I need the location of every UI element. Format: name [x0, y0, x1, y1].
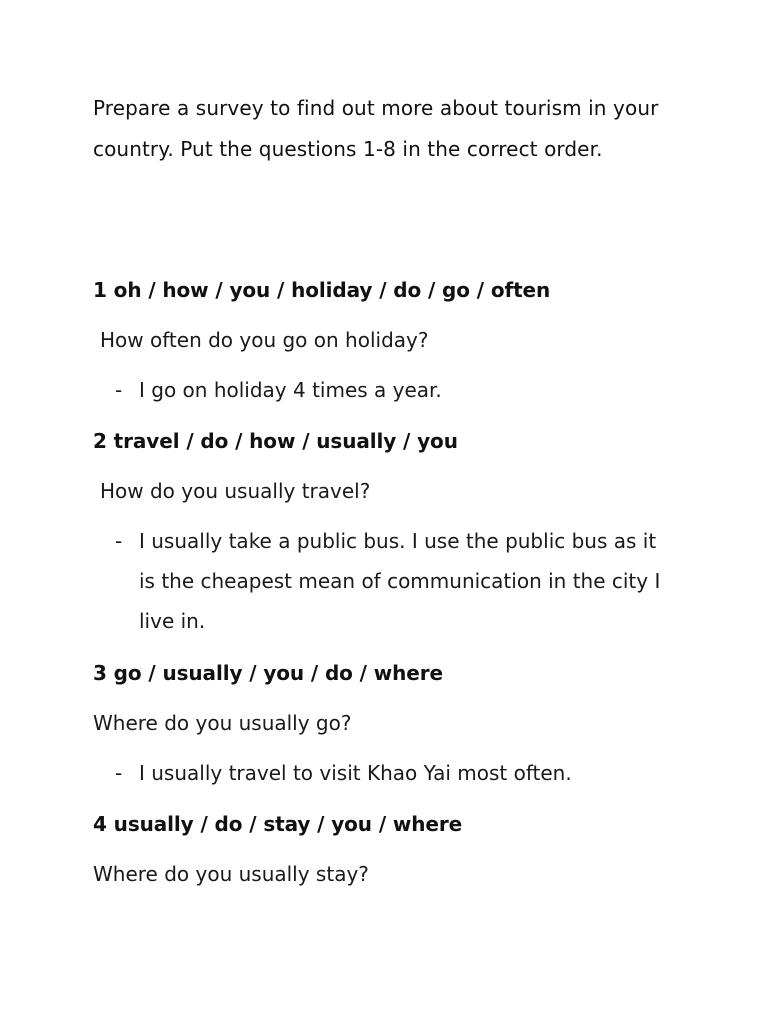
- question-4-answer: Where do you usually stay?: [93, 862, 369, 886]
- list-dash: -: [115, 378, 123, 402]
- question-1-prompt: 1 oh / how / you / holiday / do / go / often: [93, 278, 551, 302]
- question-3-response: [115, 753, 675, 793]
- response-text: I usually take a public bus. I use the public bus as it is the cheapest mean of communication in the city I live in.: [139, 529, 661, 633]
- instructions-paragraph: Prepare a survey to find out more about tourism in your country. Put the questions 1-8 in the correct order.: [93, 96, 659, 161]
- question-3-prompt: 3 go / usually / you / do / where: [93, 661, 443, 685]
- question-2-response: [115, 521, 675, 641]
- question-1-response: [115, 370, 675, 410]
- response-text: I go on holiday 4 times a year.: [139, 378, 442, 402]
- question-2-prompt: 2 travel / do / how / usually / you: [93, 429, 458, 453]
- question-3-answer: Where do you usually go?: [93, 711, 352, 735]
- response-text: I usually travel to visit Khao Yai most often.: [139, 761, 572, 785]
- question-4-prompt: 4 usually / do / stay / you / where: [93, 812, 463, 836]
- list-dash: -: [115, 761, 123, 785]
- question-1-answer: How often do you go on holiday?: [100, 328, 429, 352]
- list-dash: -: [115, 529, 123, 553]
- question-2-answer: How do you usually travel?: [100, 479, 371, 503]
